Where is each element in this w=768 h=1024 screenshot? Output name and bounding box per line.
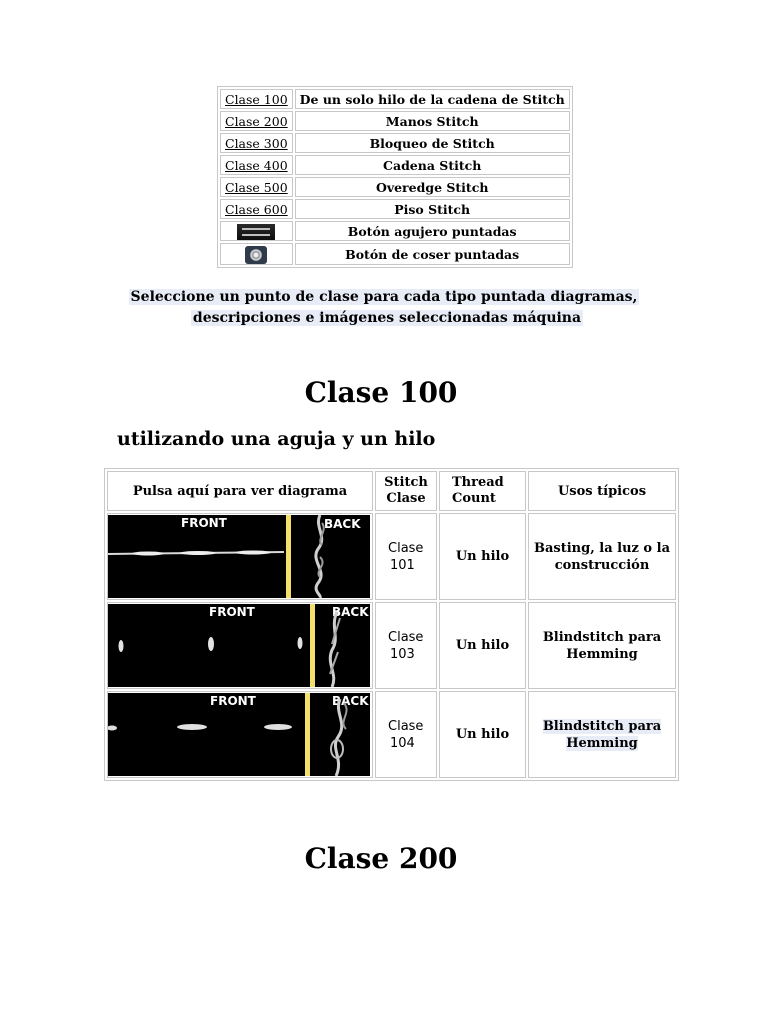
index-description: Manos Stitch <box>295 111 570 131</box>
index-row <box>220 133 570 153</box>
index-row <box>220 243 570 265</box>
stitch-clase-cell <box>375 513 437 600</box>
stitch-class-index-table <box>217 86 573 268</box>
intro-line-1: Seleccione un punto de clase para cada tipo puntada diagramas, <box>130 289 638 305</box>
index-description: Bloqueo de Stitch <box>295 133 570 153</box>
usos-line-1: Blindstitch para <box>542 718 662 734</box>
index-row <box>220 89 570 109</box>
button-sewing-icon[interactable] <box>245 246 267 264</box>
clase-number: 104 <box>390 735 415 751</box>
clase-100-link[interactable]: Clase 100 <box>225 91 288 107</box>
usos-cell <box>528 691 676 778</box>
intro-paragraph <box>0 287 768 329</box>
buttonhole-stitch-icon[interactable] <box>237 224 275 240</box>
header-count-line-2: Count <box>452 491 496 506</box>
index-description: Overedge Stitch <box>295 177 570 197</box>
index-description: De un solo hilo de la cadena de Stitch <box>295 89 570 109</box>
diagram-back-label: BACK <box>324 517 361 531</box>
stitch-type-table <box>104 468 679 781</box>
stitch-diagram-104[interactable] <box>108 693 370 776</box>
index-row <box>220 177 570 197</box>
usos-cell <box>528 602 676 689</box>
index-description: Piso Stitch <box>295 199 570 219</box>
header-usos-tipicos: Usos típicos <box>528 471 676 511</box>
usos-line-2: Hemming <box>566 646 638 662</box>
usos-cell <box>528 513 676 600</box>
clase-label: Clase <box>388 718 424 734</box>
clase-400-link[interactable]: Clase 400 <box>225 157 288 173</box>
header-count-line-1: Thread <box>452 475 504 490</box>
clase-600-link[interactable]: Clase 600 <box>225 201 288 217</box>
index-row <box>220 221 570 241</box>
diagram-back-label: BACK <box>332 605 369 619</box>
usos-line-2: Hemming <box>566 735 638 751</box>
header-thread-count <box>439 471 526 511</box>
stitch-clase-cell <box>375 691 437 778</box>
index-row <box>220 111 570 131</box>
diagram-front-label: FRONT <box>210 694 256 708</box>
section-subtitle: utilizando una aguja y un hilo <box>117 428 436 450</box>
section-title-clase-100: Clase 100 <box>304 376 458 409</box>
stitch-diagram-101[interactable] <box>108 515 370 598</box>
stitch-clase-cell <box>375 602 437 689</box>
index-row <box>220 155 570 175</box>
diagram-back-label: BACK <box>332 694 369 708</box>
thread-count-cell: Un hilo <box>439 691 526 778</box>
index-description: Botón agujero puntadas <box>295 221 570 241</box>
clase-300-link[interactable]: Clase 300 <box>225 135 288 151</box>
index-row <box>220 199 570 219</box>
clase-200-link[interactable]: Clase 200 <box>225 113 288 129</box>
diagram-front-label: FRONT <box>181 516 227 530</box>
diagram-front-label: FRONT <box>209 605 255 619</box>
index-description: Cadena Stitch <box>295 155 570 175</box>
thread-count-cell: Un hilo <box>439 513 526 600</box>
table-row <box>107 513 676 600</box>
header-diagram: Pulsa aquí para ver diagrama <box>107 471 373 511</box>
table-header-row <box>107 471 676 511</box>
usos-line-1: Basting, la luz o la <box>533 540 670 556</box>
header-clase-line-1: Stitch <box>384 475 428 490</box>
usos-line-2: construcción <box>554 557 650 573</box>
table-row <box>107 602 676 689</box>
header-stitch-clase <box>375 471 437 511</box>
stitch-thread-drawing <box>108 693 370 776</box>
usos-line-1: Blindstitch para <box>542 629 662 645</box>
clase-number: 103 <box>390 646 415 662</box>
index-description: Botón de coser puntadas <box>295 243 570 265</box>
intro-line-2: descripciones e imágenes seleccionadas máquina <box>192 310 582 326</box>
stitch-thread-drawing <box>108 604 370 687</box>
clase-500-link[interactable]: Clase 500 <box>225 179 288 195</box>
section-title-clase-200: Clase 200 <box>304 842 458 875</box>
stitch-diagram-103[interactable] <box>108 604 370 687</box>
clase-label: Clase <box>388 540 424 556</box>
clase-number: 101 <box>390 557 415 573</box>
header-clase-line-2: Clase <box>386 491 426 506</box>
table-row <box>107 691 676 778</box>
clase-label: Clase <box>388 629 424 645</box>
stitch-thread-drawing <box>108 515 370 598</box>
thread-count-cell: Un hilo <box>439 602 526 689</box>
